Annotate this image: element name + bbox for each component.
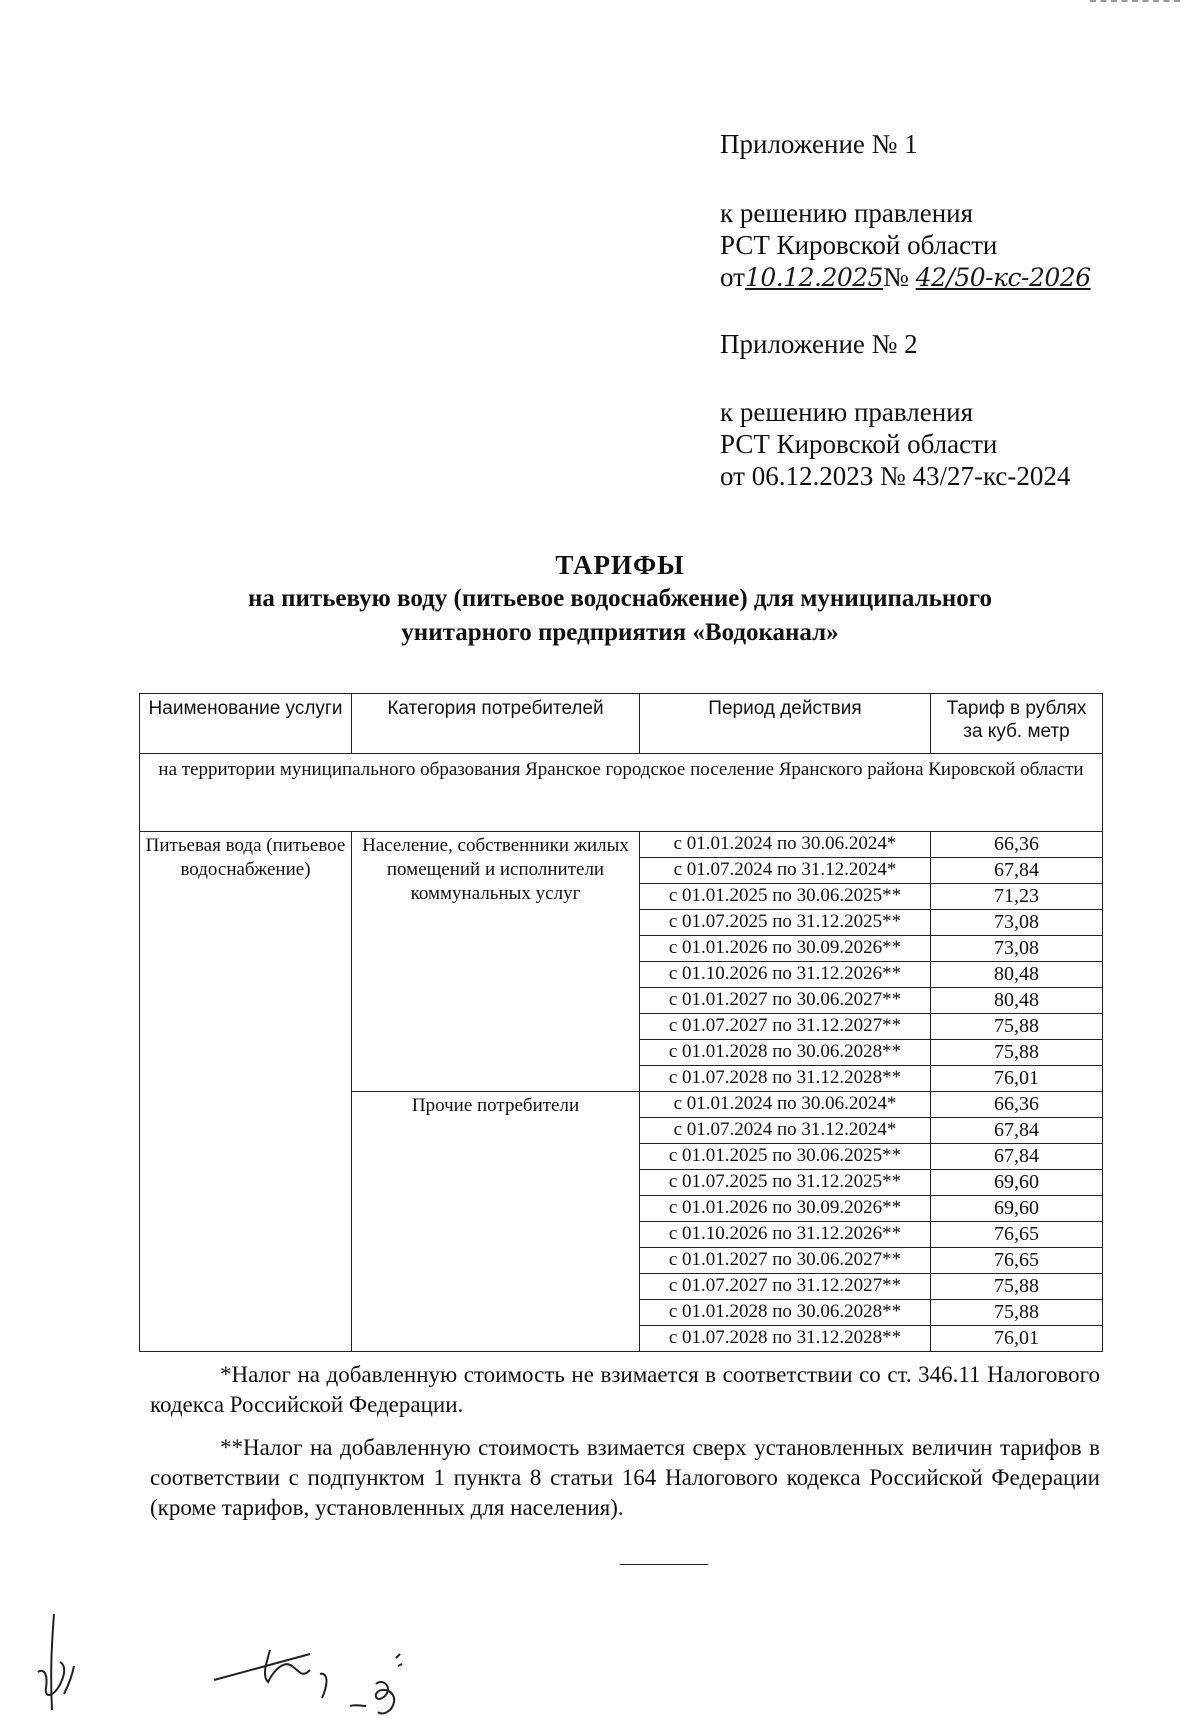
annex-2-title-text: Приложение № 2 bbox=[720, 329, 918, 359]
rate-cell: 66,36 bbox=[931, 1092, 1103, 1118]
annex-1-number-sign: № bbox=[883, 262, 909, 292]
footnote-vat-exempt bbox=[150, 1360, 1100, 1420]
annex-1-handwritten-number: 42/50-кс-2026 bbox=[915, 263, 1091, 292]
period-cell: с 01.07.2028 по 31.12.2028** bbox=[640, 1326, 931, 1352]
annex-1-date-prefix: от bbox=[720, 262, 745, 292]
annex-1-date-line bbox=[720, 261, 1091, 294]
end-divider bbox=[620, 1564, 708, 1565]
period-cell: с 01.01.2024 по 30.06.2024* bbox=[640, 832, 931, 858]
rate-cell: 76,01 bbox=[931, 1326, 1103, 1352]
rate-cell: 75,88 bbox=[931, 1040, 1103, 1066]
rate-cell: 69,60 bbox=[931, 1170, 1103, 1196]
period-cell: с 01.07.2024 по 31.12.2024* bbox=[640, 858, 931, 884]
annex-2-title bbox=[720, 328, 918, 360]
table-header-row bbox=[140, 694, 1103, 754]
rate-cell: 69,60 bbox=[931, 1196, 1103, 1222]
period-cell: с 01.01.2024 по 30.06.2024* bbox=[640, 1092, 931, 1118]
header-service: Наименование услуги bbox=[140, 694, 352, 754]
rate-cell: 80,48 bbox=[931, 962, 1103, 988]
header-period: Период действия bbox=[640, 694, 931, 754]
rate-cell: 67,84 bbox=[931, 1144, 1103, 1170]
rate-cell: 67,84 bbox=[931, 1118, 1103, 1144]
rate-cell: 75,88 bbox=[931, 1300, 1103, 1326]
footnote-vat-charged bbox=[150, 1433, 1100, 1523]
service-name-cell: Питьевая вода (питьевое водоснабжение) bbox=[140, 832, 352, 1352]
scan-edge-mark bbox=[1090, 0, 1180, 6]
annex-1-title bbox=[720, 128, 918, 160]
period-cell: с 01.01.2027 по 30.06.2027** bbox=[640, 1248, 931, 1274]
heading-subtitle-1: на питьевую воду (питьевое водоснабжение) для муниципального bbox=[247, 585, 993, 612]
period-cell: с 01.07.2024 по 31.12.2024* bbox=[640, 1118, 931, 1144]
rate-cell: 75,88 bbox=[931, 1014, 1103, 1040]
footnote-1-text: *Налог на добавленную стоимость не взимается в соответствии со ст. 346.11 Налогового кодекса Российской Федерации. bbox=[150, 1362, 1100, 1417]
category-cell: Прочие потребители bbox=[352, 1092, 640, 1352]
region-cell: на территории муниципального образования Яранское городское поселение Яранского района Кировской области bbox=[140, 754, 1103, 832]
region-row bbox=[140, 754, 1103, 832]
period-cell: с 01.01.2025 по 30.06.2025** bbox=[640, 884, 931, 910]
period-cell: с 01.10.2026 по 31.12.2026** bbox=[640, 962, 931, 988]
table-row bbox=[140, 832, 1103, 858]
period-cell: с 01.07.2027 по 31.12.2027** bbox=[640, 1014, 931, 1040]
header-category: Категория потребителей bbox=[352, 694, 640, 754]
period-cell: с 01.07.2028 по 31.12.2028** bbox=[640, 1066, 931, 1092]
rate-cell: 67,84 bbox=[931, 858, 1103, 884]
annex-2-line-2: РСТ Кировской области bbox=[720, 429, 998, 459]
signature-left bbox=[34, 1610, 94, 1720]
header-rate: Тариф в рублях за куб. метр bbox=[931, 694, 1103, 754]
annex-2-line-1: к решению правления bbox=[720, 397, 974, 427]
heading-title: ТАРИФЫ bbox=[555, 550, 685, 580]
period-cell: с 01.01.2025 по 30.06.2025** bbox=[640, 1144, 931, 1170]
rate-cell: 71,23 bbox=[931, 884, 1103, 910]
period-cell: с 01.01.2026 по 30.09.2026** bbox=[640, 1196, 931, 1222]
heading-subtitle-2: унитарного предприятия «Водоканал» bbox=[401, 619, 839, 646]
period-cell: с 01.01.2026 по 30.09.2026** bbox=[640, 936, 931, 962]
annex-1-title-text: Приложение № 1 bbox=[720, 129, 918, 159]
annex-2-line-3: от 06.12.2023 № 43/27-кс-2024 bbox=[720, 461, 1071, 491]
annex-1-handwritten-date: 10.12.2025 bbox=[744, 263, 884, 292]
category-cell: Население, собственники жилых помещений и исполнители коммунальных услуг bbox=[352, 832, 640, 1092]
rate-cell: 73,08 bbox=[931, 936, 1103, 962]
period-cell: с 01.07.2027 по 31.12.2027** bbox=[640, 1274, 931, 1300]
signature-initials bbox=[210, 1640, 440, 1720]
period-cell: с 01.07.2025 по 31.12.2025** bbox=[640, 910, 931, 936]
rate-cell: 76,65 bbox=[931, 1248, 1103, 1274]
period-cell: с 01.01.2028 по 30.06.2028** bbox=[640, 1040, 931, 1066]
rate-cell: 66,36 bbox=[931, 832, 1103, 858]
rate-cell: 73,08 bbox=[931, 910, 1103, 936]
rate-cell: 76,01 bbox=[931, 1066, 1103, 1092]
rate-cell: 76,65 bbox=[931, 1222, 1103, 1248]
footnote-2-text: **Налог на добавленную стоимость взимается сверх установленных величин тарифов в соответствии с подпунктом 1 пункта 8 статьи 164 Налогового кодекса Российской Федерации (кроме тарифов, установленных для населения). bbox=[150, 1435, 1100, 1520]
tariff-table bbox=[139, 693, 1103, 1352]
annex-2-reference bbox=[720, 396, 1070, 492]
document-heading bbox=[130, 548, 1110, 650]
rate-cell: 75,88 bbox=[931, 1274, 1103, 1300]
rate-cell: 80,48 bbox=[931, 988, 1103, 1014]
period-cell: с 01.01.2027 по 30.06.2027** bbox=[640, 988, 931, 1014]
annex-1-line-1: к решению правления bbox=[720, 198, 974, 228]
period-cell: с 01.07.2025 по 31.12.2025** bbox=[640, 1170, 931, 1196]
annex-1-line-2: РСТ Кировской области bbox=[720, 230, 998, 260]
period-cell: с 01.10.2026 по 31.12.2026** bbox=[640, 1222, 931, 1248]
annex-1-reference bbox=[720, 197, 1091, 294]
period-cell: с 01.01.2028 по 30.06.2028** bbox=[640, 1300, 931, 1326]
tariff-rows bbox=[140, 832, 1103, 1352]
